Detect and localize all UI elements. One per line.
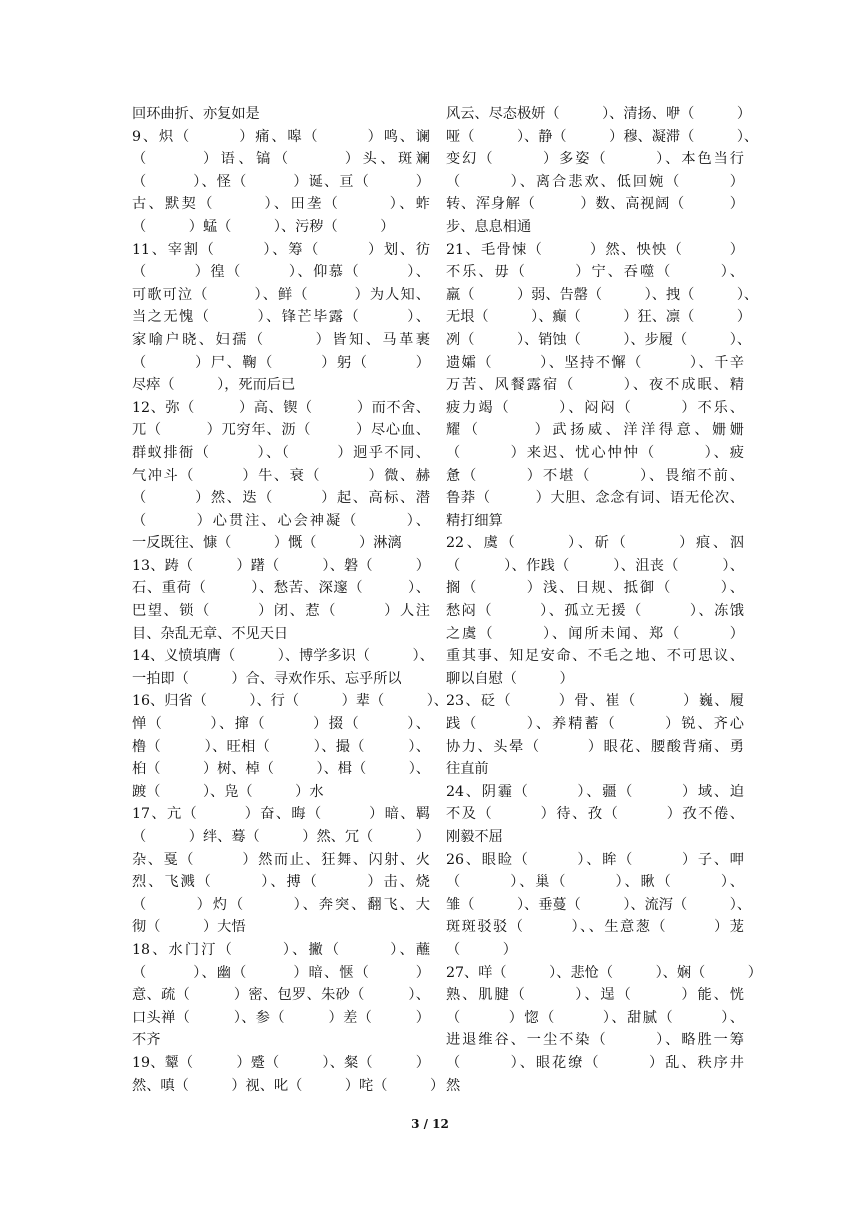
text-line: 21、毛骨悚（ ）然、怏怏（ ） [446,241,744,258]
text-line: （ ）然、迭（ ）起、高标、潜 [132,490,430,507]
text-line: 惫（ ）不堪（ ）、畏缩不前、 [446,467,744,484]
text-line: 9、炽（ ）痛、嗥（ ）鸣、谰 [132,128,430,145]
text-line: 桕（ ）树、棹（ ）、楫（ ）、 [132,761,430,778]
text-line: 彻（ ）大悟 [132,919,246,936]
text-line: 11、宰割（ ）、筹（ ）划、彷 [132,241,430,258]
text-line: 疲力竭（ ）、闷闷（ ）不乐、 [446,399,744,416]
text-line: 步、息息相通 [446,218,532,235]
text-line: 橹（ ）、旺相（ ）、撮（ ）、 [132,738,430,755]
text-line: （ ）、巢（ ）、瞅（ ）、 [446,874,744,891]
text-line: （ ）、怪（ ）诞、亘（ ） [132,173,430,190]
text-line: （ ）尸、鞠（ ）躬（ ） [132,354,430,371]
text-line: 遗孀（ ）、坚持不懈（ ）、千辛 [446,354,744,371]
text-line: 愁闷（ ）、孤立无援（ ）、冻饿 [446,603,744,620]
text-line: 风云、尽态极妍（ ）、清扬、咿（ ） [446,106,752,122]
left-column [132,103,448,1097]
text-line: 往直前 [446,761,489,778]
text-line: 12、弥（ ）高、锲（ ）而不舍、 [132,399,430,416]
text-line: 27、咩（ ）、悲怆（ ）、娴（ ） [446,964,762,981]
text-line: 进退维谷、一尘不染（ ）、略胜一筹 [446,1032,744,1049]
text-line: 聊以自慰（ ） [446,670,574,687]
text-line: 万苦、风餐露宿（ ）、夜不成眠、精 [446,377,744,394]
text-line: （ ）、幽（ ）暗、惬（ ） [132,964,430,981]
text-line: 古、默契（ ）、田垄（ ）、蚱 [132,196,430,213]
text-line: 鲁莽（ ）大胆、念念有词、语无伦次、 [446,490,744,507]
text-line: （ ）惚（ ）、甜腻（ ）、 [446,1009,744,1026]
text-line: （ ）来迟、忧心忡忡（ ）、疲 [446,444,744,461]
text-line: 兀（ ）兀穷年、沥（ ）尽心血、 [132,422,430,439]
text-line: 不及（ ）待、孜（ ）孜不倦、 [446,806,744,823]
text-line: 口头禅（ ）、参（ ）差（ ） [132,1009,430,1026]
text-line: 冽（ ）、销蚀（ ）、步履（ ）、 [446,331,752,348]
text-line: 24、阴霾（ ）、疆（ ）域、迫 [446,783,744,800]
text-line: （ ）绊、蓦（ ）然、冗（ ） [132,829,430,845]
text-line: 变幻（ ）多姿（ ）、本色当行 [446,151,744,168]
text-line: 巴望、锁（ ）闭、惹（ ）人注 [132,603,430,620]
page-number: 3 / 12 [411,1117,449,1131]
text-line: 之虞（ ）、闻所未闻、郑（ ） [446,625,744,642]
text-line: （ ）徨（ ）、仰慕（ ）、 [132,264,430,281]
text-line: 耀（ ）武扬威、洋洋得意、姗姗 [446,422,744,439]
text-line: 当之无愧（ ）、锋芒毕露（ ）、 [132,309,430,326]
text-line: 气冲斗（ ）牛、衰（ ）微、赫 [132,467,430,484]
text-line: 重其事、知足安命、不毛之地、不可思议、 [446,648,744,665]
text-line: 石、重荷（ ）、愁苦、深邃（ ）、 [132,580,430,597]
text-line: 22、虞（ ）、斫（ ）痕、泅 [446,535,744,552]
text-line: 不乐、毋（ ）宁、吞噬（ ）、 [446,264,744,281]
text-line: 精打细算 [446,512,503,529]
text-line: （ ）语、镐（ ）头、斑斓 [132,151,430,168]
text-line: （ ）蜢（ ）、污秽（ ） [132,218,395,235]
right-column [446,103,762,1097]
text-line: 熟、肌腱（ ）、逞（ ）能、恍 [446,987,744,1004]
text-line: 意、疏（ ）密、包罗、朱砂（ ）、 [132,987,430,1004]
text-line: 转、浑身解（ ）数、高视阔（ ） [446,196,744,213]
text-line: 14、义愤填膺（ ）、博学多识（ ）、 [132,648,434,665]
text-line: 杂、戛（ ）然而止、狂舞、闪射、火 [132,851,430,868]
text-line: 23、砭（ ）骨、崔（ ）巍、履 [446,693,744,710]
text-line: 羸（ ）弱、告罄（ ）、拽（ ）、 [446,286,759,303]
text-line: 可歌可泣（ ）、鲜（ ）为人知、 [132,286,430,303]
text-line: 17、亢（ ）奋、晦（ ）暗、羁 [132,806,430,823]
text-line: （ ）灼（ ）、奔突、翻飞、大 [132,896,430,913]
text-line: （ ）、作践（ ）、沮丧（ ）、 [446,557,744,574]
text-line: 18、水门汀（ ）、撇（ ）、蘸 [132,941,430,958]
text-line: 烈、飞溅（ ）、搏（ ）击、烧 [132,874,430,891]
text-line: 家喻户晓、妇孺（ ）皆知、马革裹 [132,331,430,348]
text-line: 搁（ ）浅、日规、抵御（ ）、 [446,580,744,597]
text-line: 不齐 [132,1032,161,1049]
text-line: （ ）心贯注、心会神凝（ ）、 [132,512,430,529]
text-line: 19、颦（ ）蹙（ ）、粲（ ） [132,1054,430,1071]
text-line: 斑斑驳驳（ ）、、生意葱（ ）茏 [446,919,744,936]
text-line: 惮（ ）、撺（ ）掇（ ）、 [132,716,430,733]
text-line: 无垠（ ）、癫（ ）狂、凛（ ） [446,309,752,326]
text-line: （ ） [446,941,517,958]
text-line: 刚毅不屈 [446,829,503,845]
text-line: 13、踌（ ）躇（ ）、磐（ ） [132,557,430,574]
text-line: 哑（ ）、静（ ）穆、凝滞（ ）、 [446,128,759,145]
text-line: （ ）、眼花缭（ ）乱、秩序井 [446,1054,744,1071]
text-line: 尽瘁（ ），死而后已 [132,377,296,394]
text-line: 群蚁排衙（ ）、（ ）迥乎不同、 [132,444,430,461]
text-line: 踱（ ）、凫（ ）水 [132,783,324,800]
text-line: 一反既往、慷（ ）慨（ ）淋漓 [132,535,402,552]
text-line: 26、眼睑（ ）、眸（ ）子、呷 [446,851,744,868]
text-line: 一拍即（ ）合、寻欢作乐、忘乎所以 [132,670,402,687]
text-line: 回环曲折、亦复如是 [132,106,260,122]
text-line: 践（ ）、养精蓄（ ）锐、齐心 [446,716,744,733]
text-line: 目、杂乱无章、不见天日 [132,625,289,642]
text-line: （ ）、离合悲欢、低回婉（ ） [446,173,744,190]
text-line: 16、归省（ ）、行（ ）辈（ ）、 [132,693,448,710]
text-line: 协力、头晕（ ）眼花、腰酸背痛、勇 [446,738,744,755]
text-line: 雏（ ）、垂蔓（ ）、流泻（ ）、 [446,896,752,913]
text-line: 然 [446,1077,461,1094]
text-line: 然、嗔（ ）视、叱（ ）咤（ ） [132,1077,445,1094]
